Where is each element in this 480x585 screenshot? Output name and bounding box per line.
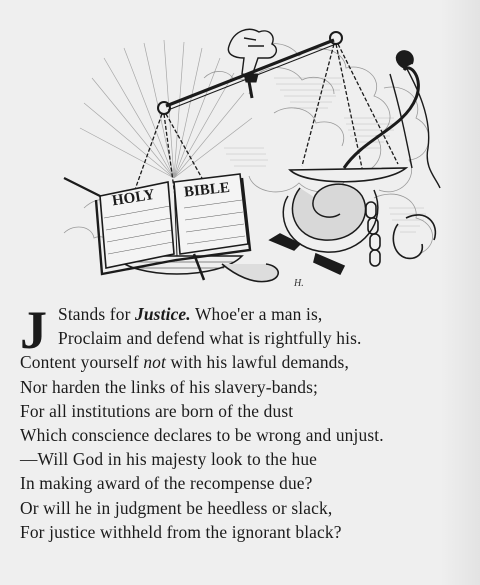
verse-line-9: Or will he in judgment be heedless or slack, [20,497,333,518]
scales-of-justice-engraving [44,18,450,298]
hand-from-clouds [228,29,276,76]
verse-line-1-start: Stands for [58,304,136,324]
drop-cap-letter: J [20,300,48,360]
verse-line-2: Proclaim and defend what is rightfully his. [58,328,362,349]
verse-line-3-end: with his lawful demands, [166,352,349,373]
verse-line-1-end: Whoe'er a man is, [190,304,323,324]
verse-line-1 [20,302,468,326]
light-rays [80,40,252,178]
right-scale-pan [290,168,406,182]
verse-line-8: In making award of the recompense due? [20,473,313,494]
verse-emphasis-not: not [143,352,166,373]
verse-line-5: For all institutions are born of the dust [20,400,294,421]
verse-line-3 [20,350,468,374]
right-pan-chains [302,44,398,168]
verse-line-7: —Will God in his majesty look to the hue [20,449,318,470]
bible-word-bible: BIBLE [183,179,231,201]
verse-line-3-start: Content yourself [20,352,144,373]
verse-keyword-justice: Justice. [135,304,191,324]
verse-text [20,302,468,544]
verse-line-6: Which conscience declares to be wrong and unjust. [20,424,384,445]
verse-line-4: Nor harden the links of his slavery-bands; [20,376,319,397]
bible-word-holy: HOLY [111,186,156,210]
verse-line-10: For justice withheld from the ignorant black? [20,521,342,542]
engraver-signature: H. [294,278,304,289]
